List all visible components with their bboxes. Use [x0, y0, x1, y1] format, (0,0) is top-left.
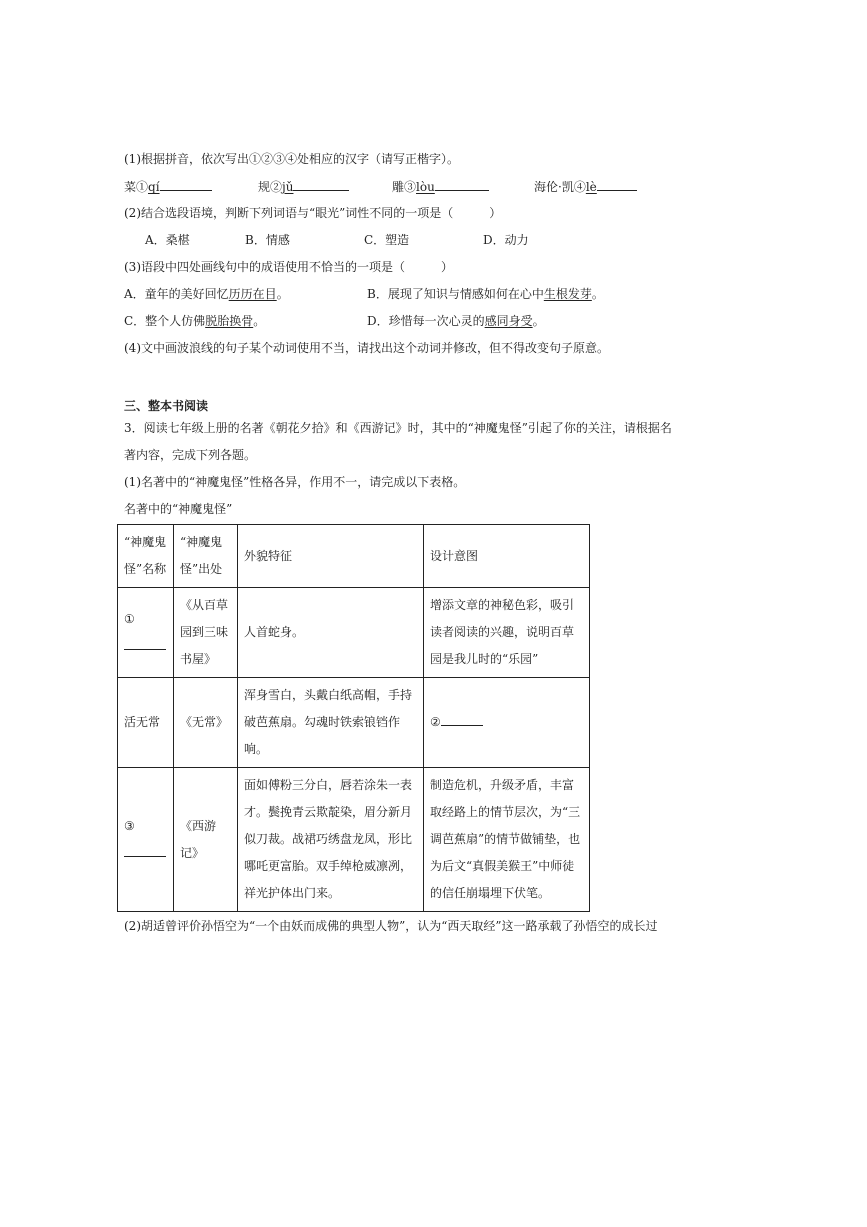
idiom-option-d-idiom: 感同身受	[484, 314, 533, 328]
answer-blank-4[interactable]	[597, 178, 637, 191]
idiom-option-c-end: 。	[253, 314, 266, 328]
option-d[interactable]: D．动力	[483, 233, 529, 247]
idiom-option-b-idiom: 生根发芽	[543, 287, 592, 301]
answer-blank-1[interactable]	[160, 178, 212, 191]
pinyin-item-4	[534, 178, 637, 195]
table-blank-2[interactable]	[441, 713, 483, 726]
cell-name: 活无常	[118, 678, 174, 768]
question-4-stem: (4)文中画波浪线的句子某个动词使用不当，请找出这个动词并修改，但不得改变句子原意。	[124, 341, 610, 355]
cell-source: 《从百草园到三味书屋》	[174, 588, 238, 678]
idiom-option-c[interactable]	[124, 313, 265, 329]
idiom-option-a[interactable]	[124, 286, 289, 302]
cell-name	[118, 768, 174, 912]
blank-label-3: ③	[124, 818, 135, 833]
idiom-option-d[interactable]	[367, 313, 545, 329]
header-source: “神魔鬼怪”出处	[174, 525, 238, 588]
idiom-option-a-text: A．童年的美好回忆	[124, 287, 229, 301]
idiom-option-c-idiom: 脱胎换骨	[205, 314, 254, 328]
blank-label-1: ①	[124, 611, 135, 626]
option-c[interactable]: C．塑造	[364, 233, 410, 247]
table-caption: 名著中的“神魔鬼怪”	[124, 502, 233, 516]
idiom-option-d-text: D．珍惜每一次心灵的	[367, 314, 485, 328]
question-3-intro-line-1: 3．阅读七年级上册的名著《朝花夕拾》和《西游记》时，其中的“神魔鬼怪”引起了你的关注，请根据名	[124, 421, 672, 435]
cell-name	[118, 588, 174, 678]
pinyin-item-3-pinyin: lòu	[416, 180, 435, 194]
pinyin-item-1	[124, 178, 212, 195]
blank-label-2: ②	[430, 715, 441, 729]
table-blank-1[interactable]	[124, 637, 166, 650]
cell-intent: 制造危机，升级矛盾，丰富取经路上的情节层次，为“三调芭蕉扇”的情节做铺垫，也为后文“真假美猴王”中师徒的信任崩塌埋下伏笔。	[424, 768, 590, 912]
monster-table	[117, 524, 590, 912]
idiom-option-d-end: 。	[532, 314, 545, 328]
idiom-option-b-end: 。	[591, 287, 604, 301]
idiom-option-a-end: 。	[276, 287, 289, 301]
option-a[interactable]: A．桑椹	[145, 233, 190, 247]
pinyin-item-4-prefix: 海伦·凯④	[534, 180, 586, 194]
table-row	[118, 768, 590, 912]
header-intent: 设计意图	[424, 525, 590, 588]
idiom-option-b[interactable]	[367, 286, 604, 302]
table-row	[118, 588, 590, 678]
cell-intent	[424, 678, 590, 768]
cell-appearance: 浑身雪白，头戴白纸高帽，手持破芭蕉扇。勾魂时铁索锒铛作响。	[238, 678, 424, 768]
pinyin-item-2	[258, 178, 349, 195]
question-3-stem: (3)语段中四处画线句中的成语使用不恰当的一项是（ ）	[124, 260, 454, 274]
cell-source: 《西游记》	[174, 768, 238, 912]
question-1-instruction: (1)根据拼音，依次写出①②③④处相应的汉字（请写正楷字）。	[124, 152, 460, 166]
pinyin-item-2-prefix: 规②	[258, 180, 283, 194]
pinyin-item-1-prefix: 菜①	[124, 180, 149, 194]
pinyin-item-1-pinyin: qí	[148, 180, 160, 194]
idiom-option-c-text: C．整个人仿佛	[124, 314, 206, 328]
option-b[interactable]: B．情感	[245, 233, 290, 247]
pinyin-item-3-prefix: 雕③	[392, 180, 417, 194]
answer-blank-3[interactable]	[435, 178, 489, 191]
question-2-stem: (2)结合选段语境，判断下列词语与“眼光”词性不同的一项是（ ）	[124, 206, 502, 220]
idiom-option-a-idiom: 历历在目	[228, 287, 277, 301]
header-appearance: 外貌特征	[238, 525, 424, 588]
table-row	[118, 678, 590, 768]
table-blank-3[interactable]	[124, 844, 166, 857]
pinyin-item-4-pinyin: lè	[585, 180, 597, 194]
sub-question-2: (2)胡适曾评价孙悟空为“一个由妖而成佛的典型人物”，认为“西天取经”这一路承载了孙悟空的成长过	[124, 919, 658, 933]
cell-intent: 增添文章的神秘色彩，吸引读者阅读的兴趣，说明百草园是我儿时的“乐园”	[424, 588, 590, 678]
cell-source: 《无常》	[174, 678, 238, 768]
header-name: “神魔鬼怪”名称	[118, 525, 174, 588]
cell-appearance: 面如傅粉三分白，唇若涂朱一表才。鬓挽青云欺靛染，眉分新月似刀裁。战裙巧绣盘龙凤，形比哪吒更富胎。双手绰枪威凛冽，祥光护体出门来。	[238, 768, 424, 912]
table-header-row	[118, 525, 590, 588]
question-3-intro-line-2: 著内容，完成下列各题。	[124, 448, 257, 462]
sub-question-1: (1)名著中的“神魔鬼怪”性格各异，作用不一，请完成以下表格。	[124, 475, 466, 489]
pinyin-item-3	[392, 178, 489, 195]
answer-blank-2[interactable]	[293, 178, 349, 191]
section-heading: 三、整本书阅读	[124, 399, 209, 413]
pinyin-item-2-pinyin: jǔ	[282, 180, 294, 194]
idiom-option-b-text: B．展现了知识与情感如何在心中	[367, 287, 544, 301]
cell-appearance: 人首蛇身。	[238, 588, 424, 678]
